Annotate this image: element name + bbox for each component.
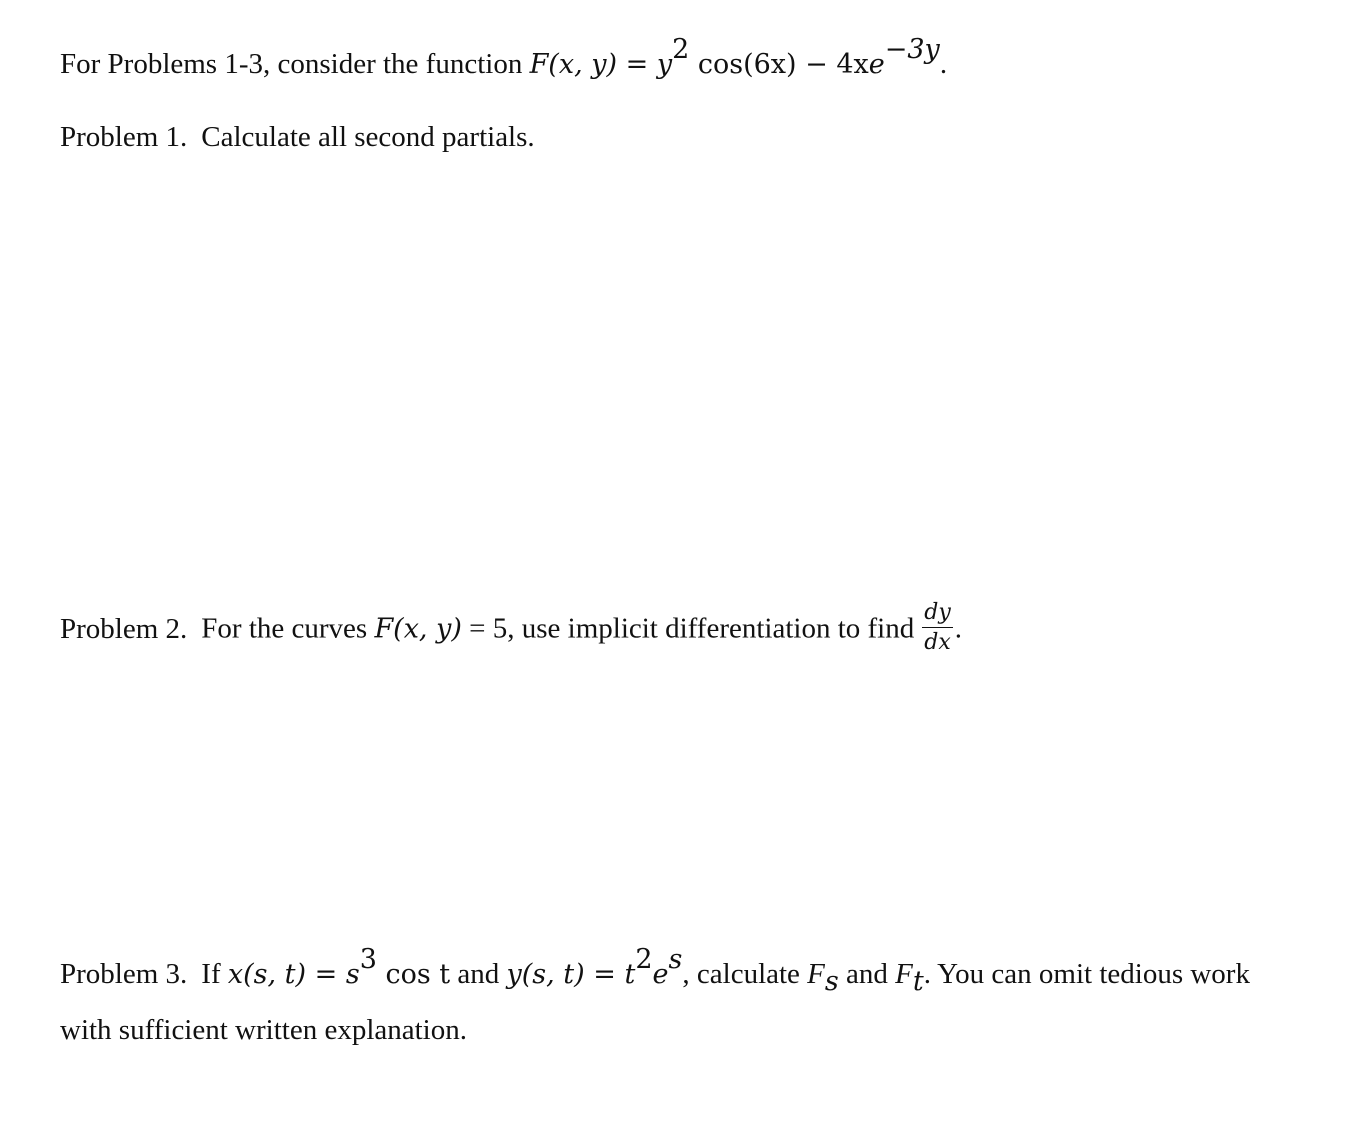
intro-y-exponent: 2 [672, 34, 690, 66]
problem-3-F-s-subscript: s [824, 965, 839, 997]
intro-e-exponent: −3y [884, 34, 940, 66]
problem-2-label: Problem 2. [60, 612, 188, 645]
problem-3-and1: and [450, 958, 507, 990]
intro-e: e [868, 49, 885, 80]
fraction-numerator: dy [922, 602, 953, 628]
dy-dx-fraction [922, 602, 953, 654]
problem-3-y-of-st: y(s, t) [506, 959, 585, 990]
problem-3-calculate: , calculate [682, 958, 808, 990]
problem-3-s-exponent: 3 [359, 944, 377, 976]
problem-3-t: t [624, 959, 636, 990]
problem-3-F-t-subscript: t [912, 965, 924, 997]
intro-period: . [939, 48, 948, 80]
problem-3-eq2: = [584, 959, 625, 990]
problem-3-explanation: with sufficient written explanation. [60, 1014, 467, 1046]
problem-2-function: F(x, y) [374, 613, 462, 645]
intro-y: y [656, 49, 673, 80]
problem-1-text: Calculate all second partials. [201, 121, 535, 153]
problem-3-x-of-st: x(s, t) [227, 959, 307, 990]
problem-3-label: Problem 3. [60, 958, 188, 990]
problem-3-text-end: . You can omit tedious work [923, 958, 1250, 990]
intro-equals: = [617, 49, 657, 80]
problem-3-F-t: F [895, 958, 913, 990]
problem-3-s: s [345, 959, 360, 990]
problem-2-text-b: = 5, use implicit differentiation to find [461, 612, 915, 645]
intro-function-lhs: F(x, y) [529, 49, 618, 80]
intro-line [60, 34, 948, 80]
problem-1 [60, 123, 535, 152]
intro-text: For Problems 1-3, consider the function [60, 48, 530, 80]
problem-3-cos-t: cos t [376, 959, 451, 990]
intro-cos-term: cos(6x) − 4x [689, 49, 869, 80]
problem-3-line-2 [60, 1016, 467, 1045]
problem-3-e: e [652, 959, 669, 990]
problem-2-text-a: For the curves [201, 612, 375, 645]
problem-3-e-exponent: s [668, 944, 683, 976]
problem-3-t-exponent: 2 [635, 944, 653, 976]
problem-3-F-s: F [807, 958, 825, 990]
problem-3-and2: and [838, 958, 896, 990]
fraction-denominator: dx [924, 630, 951, 655]
problem-3-eq1: = [306, 959, 346, 990]
problem-1-label: Problem 1. [60, 121, 188, 153]
problem-2-period: . [954, 612, 963, 645]
problem-3 [60, 944, 1250, 997]
problem-2 [60, 600, 963, 657]
problem-3-if: If [201, 958, 228, 990]
